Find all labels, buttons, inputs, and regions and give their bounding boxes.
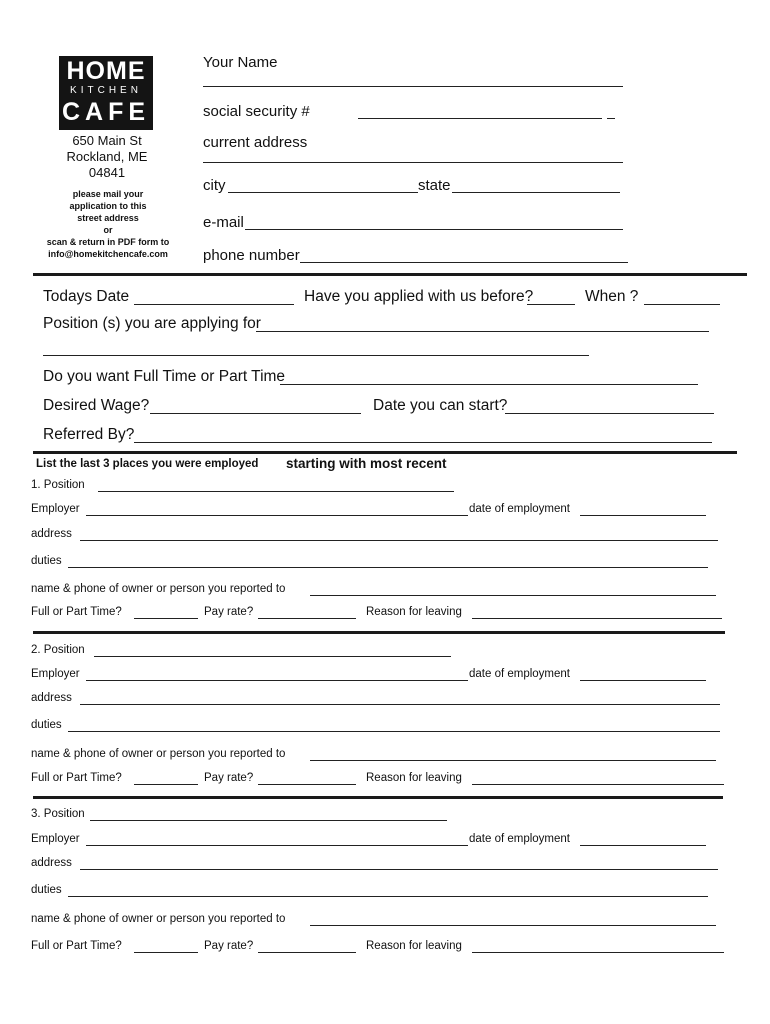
email-label: e-mail: [203, 214, 244, 231]
employment-heading: List the last 3 places you were employed: [36, 458, 259, 470]
ssn-field-suffix[interactable]: [607, 118, 615, 119]
job-2-owner-field[interactable]: [310, 760, 716, 761]
positions-field-continued[interactable]: [43, 355, 589, 356]
mail-note-line: street address: [77, 213, 139, 223]
job-3-date-label: date of employment: [469, 833, 571, 845]
address-street: 650 Main St: [72, 133, 142, 148]
when-field[interactable]: [644, 304, 720, 305]
job-3-position-label: 3. Position: [31, 808, 85, 820]
job-2-pay-field[interactable]: [258, 784, 356, 785]
mail-note-line: or: [103, 225, 113, 235]
full-part-time-label: Do you want Full Time or Part Time: [43, 368, 286, 385]
when-label: When ?: [585, 288, 639, 305]
home-kitchen-cafe-logo: [59, 56, 153, 130]
job-1-reason-field[interactable]: [472, 618, 722, 619]
address-zip: 04841: [88, 165, 126, 180]
job-2-pay-label: Pay rate?: [204, 772, 254, 784]
todays-date-label: Todays Date: [43, 288, 130, 305]
job-3-reason-field[interactable]: [472, 952, 724, 953]
job-1-position-field[interactable]: [98, 491, 454, 492]
employment-heading-emphasis: starting with most recent: [286, 456, 447, 471]
referred-by-label: Referred By?: [43, 426, 135, 443]
job-2-employer-field[interactable]: [86, 680, 468, 681]
section-divider: [33, 273, 747, 276]
job-1-address-label: address: [31, 528, 72, 540]
mail-note-line: scan & return in PDF form to: [46, 237, 170, 247]
logo-line-home: HOME: [66, 57, 146, 85]
mail-note-email: info@homekitchencafe.com: [48, 249, 168, 259]
state-field[interactable]: [452, 192, 620, 193]
job-3-pay-label: Pay rate?: [204, 940, 254, 952]
address-city: Rockland, ME: [66, 149, 148, 164]
job-3-duties-label: duties: [31, 884, 62, 896]
mail-note-line: please mail your: [72, 189, 144, 199]
job-1-employer-label: Employer: [31, 503, 80, 515]
city-field[interactable]: [228, 192, 418, 193]
job-3-owner-field[interactable]: [310, 925, 716, 926]
current-address-field[interactable]: [203, 162, 623, 163]
positions-label: Position (s) you are applying for: [43, 315, 261, 332]
job-2-duties-field[interactable]: [68, 731, 720, 732]
job-2-employer-label: Employer: [31, 668, 80, 680]
job-3-pay-field[interactable]: [258, 952, 356, 953]
job-3-employer-label: Employer: [31, 833, 80, 845]
job-3-date-field[interactable]: [580, 845, 706, 846]
job-1-address-field[interactable]: [80, 540, 718, 541]
section-divider: [33, 451, 737, 454]
full-part-time-field[interactable]: [280, 384, 698, 385]
phone-field[interactable]: [300, 262, 628, 263]
job-2-reason-label: Reason for leaving: [366, 772, 462, 784]
job-1-employer-field[interactable]: [86, 515, 468, 516]
todays-date-field[interactable]: [134, 304, 294, 305]
job-3-employer-field[interactable]: [86, 845, 468, 846]
job-3-reason-label: Reason for leaving: [366, 940, 462, 952]
job-2-reason-field[interactable]: [472, 784, 724, 785]
start-date-field[interactable]: [505, 413, 714, 414]
current-address-label: current address: [203, 134, 308, 151]
job-3-position-field[interactable]: [90, 820, 447, 821]
job-1-pay-field[interactable]: [258, 618, 356, 619]
job-1-owner-label: name & phone of owner or person you reported to: [31, 583, 286, 595]
mail-note-line: application to this: [69, 201, 147, 211]
job-1-date-label: date of employment: [469, 503, 571, 515]
city-label: city: [203, 177, 226, 194]
job-2-full-part-label: Full or Part Time?: [31, 772, 122, 784]
job-1-full-part-field[interactable]: [134, 618, 198, 619]
job-1-owner-field[interactable]: [310, 595, 716, 596]
your-name-label: Your Name: [203, 54, 278, 71]
job-1-duties-field[interactable]: [68, 567, 708, 568]
job-2-address-label: address: [31, 692, 72, 704]
logo-line-kitchen: KITCHEN: [70, 85, 142, 96]
job-1-full-part-label: Full or Part Time?: [31, 606, 122, 618]
job-3-address-label: address: [31, 857, 72, 869]
job-1-position-label: 1. Position: [31, 479, 85, 491]
job-3-address-field[interactable]: [80, 869, 718, 870]
job-1-duties-label: duties: [31, 555, 62, 567]
applied-before-label: Have you applied with us before?: [304, 288, 534, 305]
job-2-full-part-field[interactable]: [134, 784, 198, 785]
your-name-field[interactable]: [203, 86, 623, 87]
job-1-date-field[interactable]: [580, 515, 706, 516]
job-1-reason-label: Reason for leaving: [366, 606, 462, 618]
job-3-full-part-field[interactable]: [134, 952, 198, 953]
job-2-date-label: date of employment: [469, 668, 571, 680]
job-divider: [33, 631, 725, 634]
job-2-duties-label: duties: [31, 719, 62, 731]
ssn-label: social security #: [203, 103, 310, 120]
start-date-label: Date you can start?: [373, 397, 508, 414]
job-2-address-field[interactable]: [80, 704, 720, 705]
job-divider: [33, 796, 723, 799]
positions-field[interactable]: [256, 331, 709, 332]
desired-wage-label: Desired Wage?: [43, 397, 150, 414]
state-label: state: [418, 177, 451, 194]
job-2-date-field[interactable]: [580, 680, 706, 681]
desired-wage-field[interactable]: [150, 413, 361, 414]
job-3-full-part-label: Full or Part Time?: [31, 940, 122, 952]
referred-by-field[interactable]: [134, 442, 712, 443]
job-2-position-label: 2. Position: [31, 644, 85, 656]
ssn-field[interactable]: [358, 118, 602, 119]
email-field[interactable]: [245, 229, 623, 230]
phone-label: phone number: [203, 247, 300, 264]
applied-before-field[interactable]: [527, 304, 575, 305]
job-2-owner-label: name & phone of owner or person you reported to: [31, 748, 286, 760]
logo-line-cafe: CAFE: [61, 98, 151, 126]
job-1-pay-label: Pay rate?: [204, 606, 254, 618]
job-3-owner-label: name & phone of owner or person you reported to: [31, 913, 286, 925]
job-3-duties-field[interactable]: [68, 896, 708, 897]
job-2-position-field[interactable]: [94, 656, 451, 657]
